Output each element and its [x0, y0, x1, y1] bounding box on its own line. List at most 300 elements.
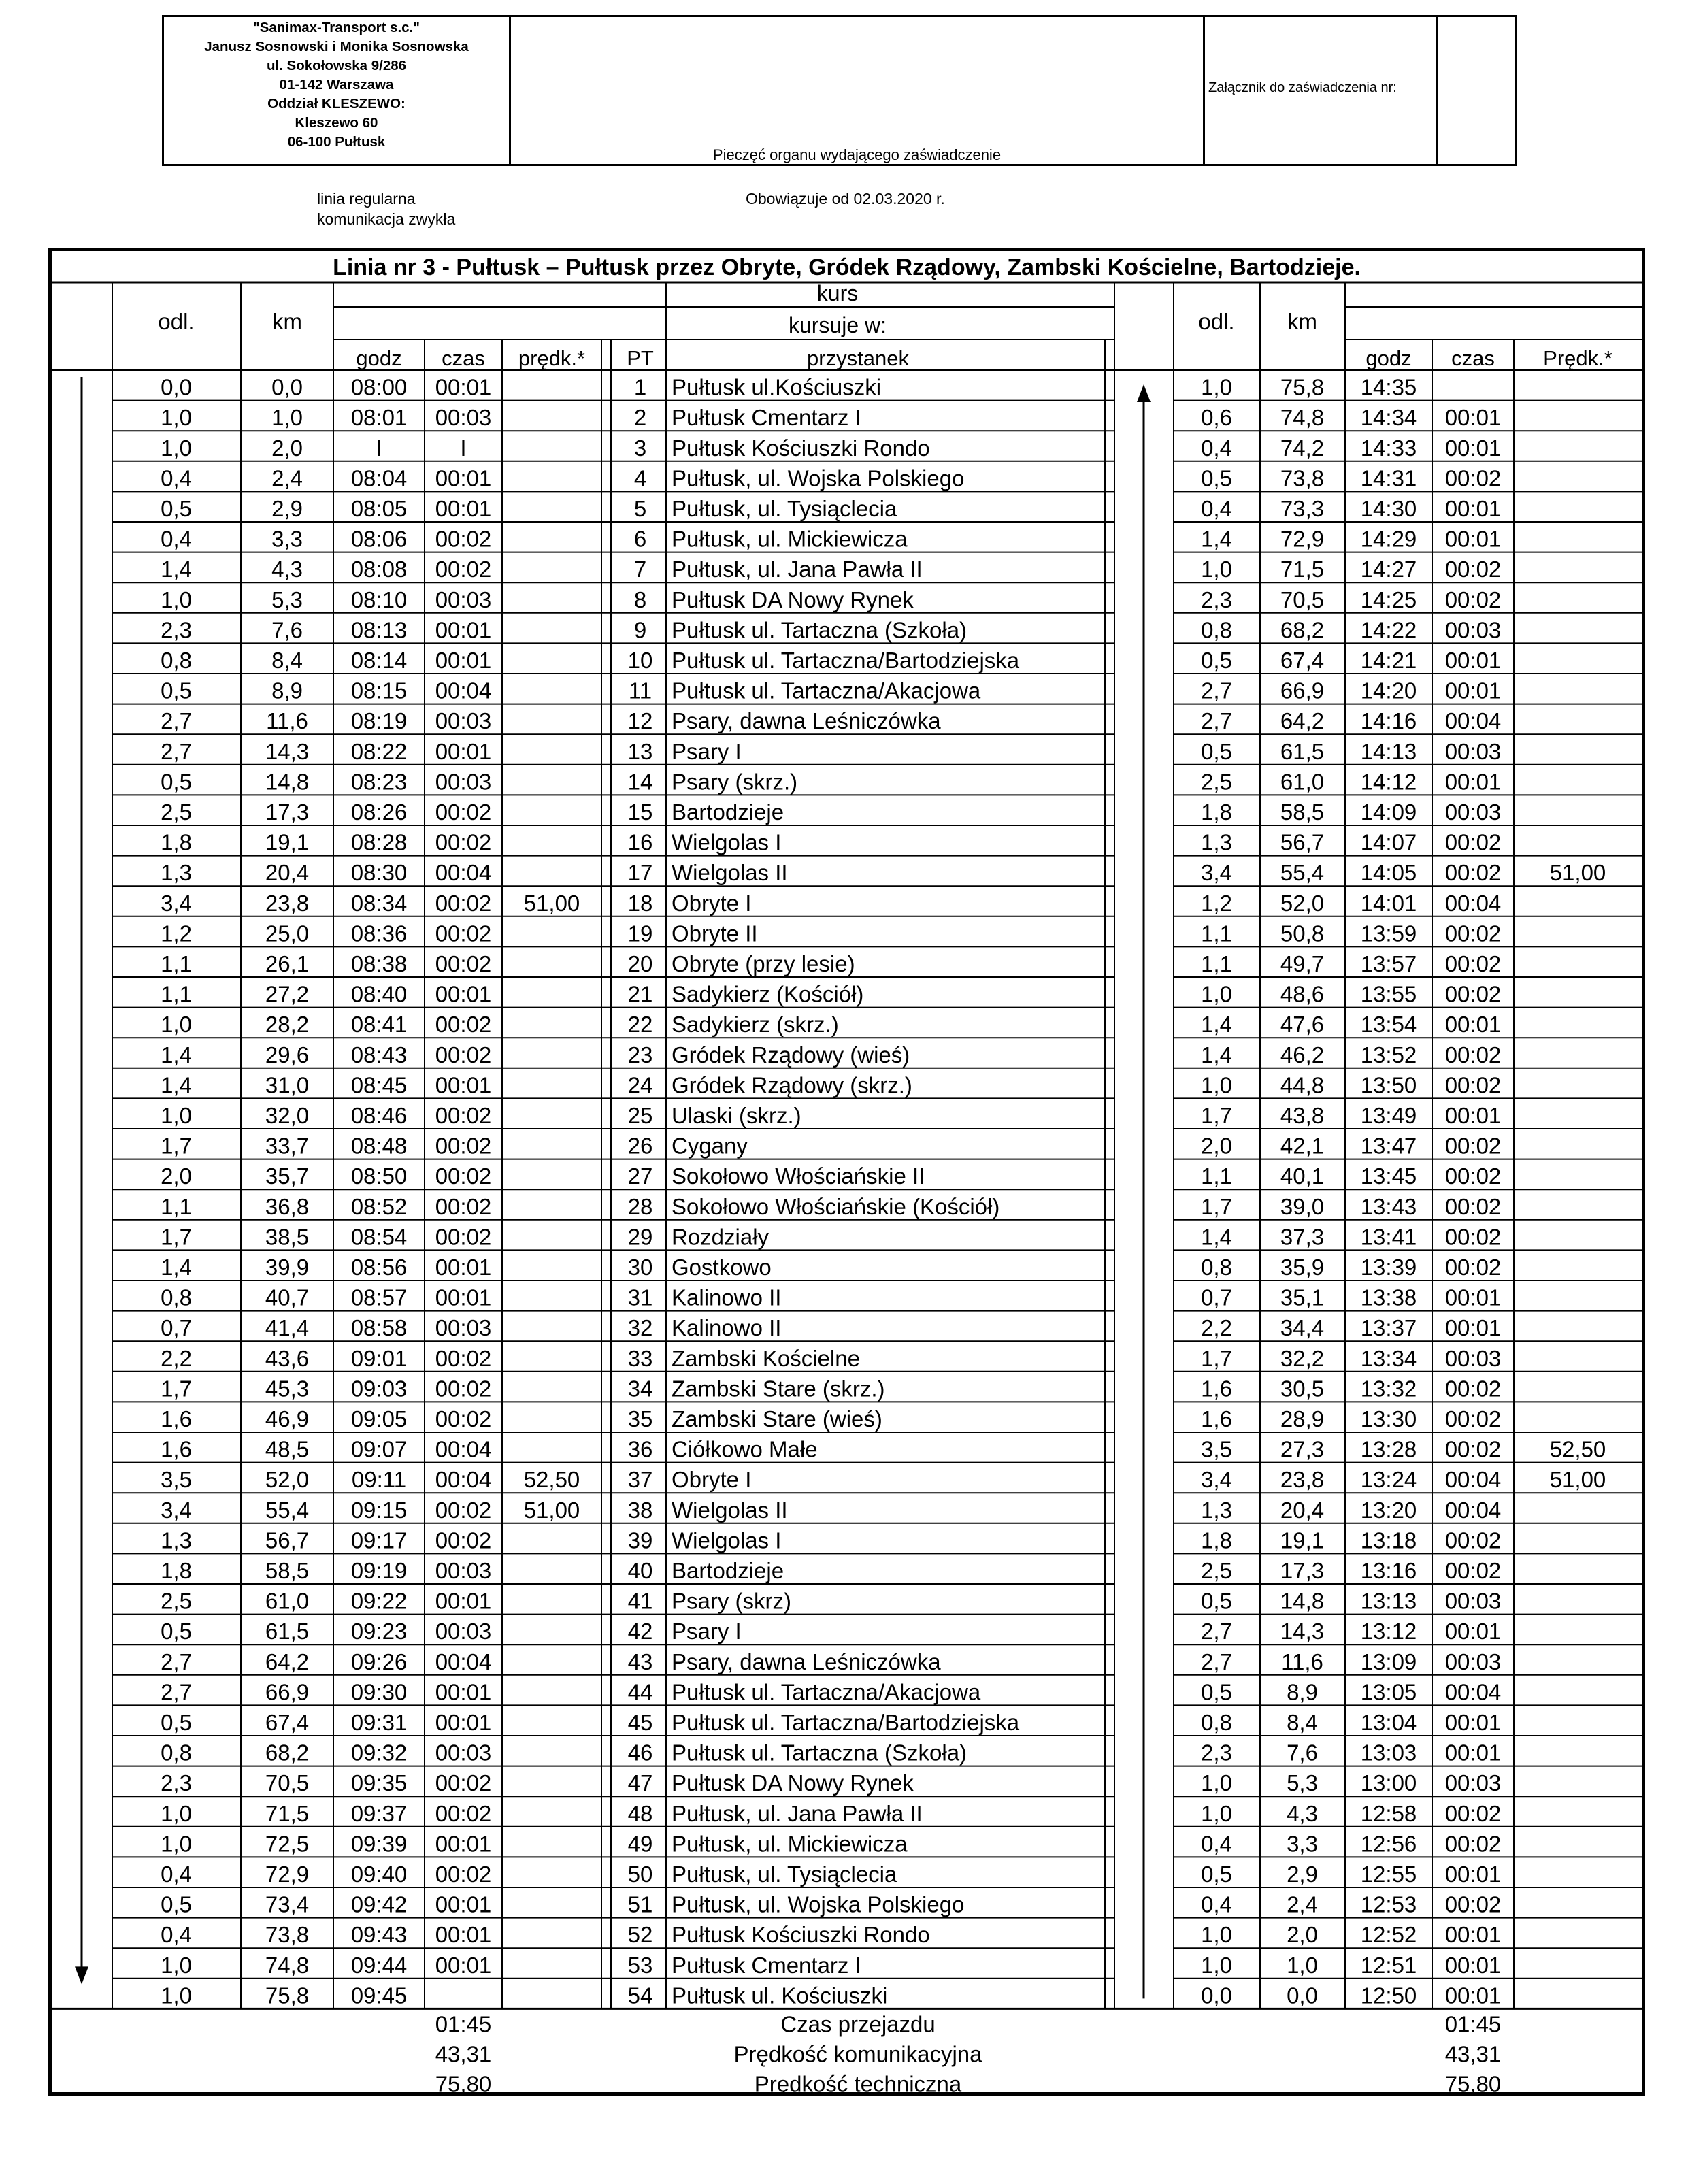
cell-value: 8,4 — [271, 648, 303, 673]
cell-value: 2,0 — [1287, 1922, 1318, 1948]
stop-name: Pułtusk, ul. Tysiąclecia — [672, 1862, 897, 1887]
company-line: ul. Sokołowska 9/286 — [266, 58, 407, 73]
table-title: Linia nr 3 - Pułtusk – Pułtusk przez Obryte, Gródek Rządowy, Zambski Kościelne, Bartodzieje. — [333, 254, 1361, 280]
cell-value: 1,0 — [1201, 374, 1232, 400]
cell-value: 1,4 — [1201, 1042, 1232, 1068]
cell-value: 47,6 — [1280, 1012, 1325, 1038]
cell-value: 00:01 — [435, 1588, 492, 1614]
cell-value: 1,7 — [1201, 1345, 1232, 1371]
cell-value: 43,8 — [1280, 1103, 1325, 1128]
cell-value: 00:01 — [435, 465, 492, 491]
cell-value: 00:02 — [435, 1163, 492, 1189]
cell-value: 28,9 — [1280, 1406, 1325, 1432]
cell-value: 2,5 — [161, 1588, 192, 1614]
cell-value: 08:00 — [350, 374, 408, 400]
cell-value: 1,4 — [161, 1255, 192, 1280]
cell-value: 10 — [627, 648, 653, 673]
cell-value: 00:01 — [435, 1072, 492, 1098]
cell-value: 12:53 — [1360, 1891, 1417, 1917]
col-przystanek: przystanek — [807, 346, 909, 370]
col-godz-right: godz — [1366, 346, 1412, 370]
cell-value: 08:19 — [350, 708, 408, 734]
cell-value: 1,8 — [161, 829, 192, 855]
cell-value: 00:04 — [1444, 708, 1502, 734]
cell-value: 3,4 — [161, 1497, 192, 1523]
cell-value: 0,5 — [1201, 1862, 1232, 1887]
cell-value: 13:05 — [1360, 1679, 1417, 1705]
cell-value: 1,6 — [161, 1406, 192, 1432]
cell-value: 13:28 — [1360, 1436, 1417, 1462]
cell-value: 08:10 — [350, 586, 408, 612]
cell-value: 00:02 — [1444, 1163, 1502, 1189]
cell-value: 00:03 — [1444, 799, 1502, 825]
cell-value: 00:02 — [1444, 860, 1502, 886]
cell-value: 13:38 — [1360, 1285, 1417, 1310]
down-arrow-head — [75, 1966, 88, 1984]
stop-name: Wielgolas I — [672, 829, 782, 855]
stop-name: Gródek Rządowy (wieś) — [672, 1042, 910, 1068]
cell-value: 1,6 — [1201, 1376, 1232, 1402]
cell-value: 19 — [627, 921, 653, 946]
cell-value: 00:02 — [1444, 465, 1502, 491]
cell-value: 14:30 — [1360, 496, 1417, 521]
stop-name: Obryte I — [672, 1467, 752, 1493]
cell-value: 00:02 — [1444, 829, 1502, 855]
cell-value: 13:59 — [1360, 921, 1417, 946]
cell-value: 1,0 — [161, 1103, 192, 1128]
cell-value: 1,0 — [1287, 1952, 1318, 1978]
cell-value: 00:04 — [435, 678, 492, 704]
cell-value: 13:49 — [1360, 1103, 1417, 1128]
stop-name: Psary, dawna Leśniczówka — [672, 1649, 941, 1674]
cell-value: 17 — [627, 860, 653, 886]
cell-value: 14:29 — [1360, 526, 1417, 552]
kurs-label: kurs — [816, 281, 859, 305]
cell-value: 35 — [627, 1406, 653, 1432]
cell-value: 18 — [627, 890, 653, 916]
cell-value: 00:01 — [435, 1922, 492, 1948]
cell-value: I — [460, 435, 467, 461]
cell-value: 0,8 — [1201, 1255, 1232, 1280]
cell-value: 2,2 — [1201, 1315, 1232, 1341]
stop-name: Sadykierz (skrz.) — [672, 1012, 839, 1038]
stop-name: Pułtusk, ul. Jana Pawła II — [672, 557, 923, 582]
cell-value: 13:32 — [1360, 1376, 1417, 1402]
cell-value: 1,1 — [1201, 921, 1232, 946]
cell-value: 08:38 — [350, 951, 408, 976]
cell-value: 1,0 — [161, 1983, 192, 2008]
header-box — [162, 15, 1517, 166]
cell-value: 00:01 — [1444, 678, 1502, 704]
cell-value: 23 — [627, 1042, 653, 1068]
cell-value: 09:11 — [351, 1467, 407, 1493]
cell-value: 51,00 — [1549, 860, 1606, 886]
attachment-label: Załącznik do zaświadczenia nr: — [1208, 80, 1397, 95]
attachment-cell — [1205, 17, 1438, 164]
cell-value: 00:01 — [1444, 526, 1502, 552]
footer-left-value: 75,80 — [435, 2071, 492, 2092]
cell-value: 08:54 — [350, 1224, 408, 1250]
stop-name: Pułtusk DA Nowy Rynek — [672, 1770, 914, 1796]
cell-value: 13:30 — [1360, 1406, 1417, 1432]
cell-value: 2,7 — [1201, 708, 1232, 734]
cell-value: 1,0 — [161, 435, 192, 461]
cell-value: 34 — [627, 1376, 653, 1402]
cell-value: 00:01 — [1444, 1952, 1502, 1978]
cell-value: 2,3 — [161, 617, 192, 643]
cell-value: 12:56 — [1360, 1831, 1417, 1857]
cell-value: 19,1 — [1280, 1527, 1325, 1553]
cell-value: 00:01 — [435, 1679, 492, 1705]
cell-value: 2,7 — [1201, 1649, 1232, 1674]
footer-right-value: 43,31 — [1444, 2041, 1502, 2067]
col-czas-left: czas — [442, 346, 485, 370]
cell-value: 1,4 — [1201, 526, 1232, 552]
cell-value: 1,8 — [1201, 1527, 1232, 1553]
cell-value: 42 — [627, 1619, 653, 1644]
cell-value: 00:01 — [435, 496, 492, 521]
cell-value: 1,3 — [161, 860, 192, 886]
cell-value: 00:02 — [1444, 921, 1502, 946]
stop-name: Zambski Kościelne — [672, 1345, 860, 1371]
cell-value: 14:16 — [1360, 708, 1417, 734]
cell-value: 3,4 — [1201, 860, 1232, 886]
cell-value: 0,5 — [1201, 648, 1232, 673]
col-predk-right: Prędk.* — [1543, 346, 1612, 370]
cell-value: 45 — [627, 1710, 653, 1735]
cell-value: 1,0 — [271, 405, 303, 431]
cell-value: 0,0 — [1201, 1983, 1232, 2008]
cell-value: 74,8 — [1280, 405, 1325, 431]
cell-value: 00:02 — [435, 1042, 492, 1068]
cell-value: 1,7 — [1201, 1193, 1232, 1219]
cell-value: 40,7 — [265, 1285, 310, 1310]
cell-value: 1,0 — [161, 1012, 192, 1038]
cell-value: 00:04 — [1444, 1679, 1502, 1705]
cell-value: 22 — [627, 1012, 653, 1038]
cell-value: 52,0 — [1280, 890, 1325, 916]
cell-value: 09:05 — [350, 1406, 408, 1432]
cell-value: 00:01 — [435, 1831, 492, 1857]
cell-value: 14:34 — [1360, 405, 1417, 431]
cell-value: 14:09 — [1360, 799, 1417, 825]
cell-value: 13:13 — [1360, 1588, 1417, 1614]
stop-name: Pułtusk, ul. Tysiąclecia — [672, 496, 897, 521]
cell-value: 00:04 — [1444, 1497, 1502, 1523]
stop-name: Bartodzieje — [672, 799, 784, 825]
cell-value: 14:12 — [1360, 769, 1417, 795]
cell-value: 0,5 — [161, 769, 192, 795]
stop-name: Ciółkowo Małe — [672, 1436, 818, 1462]
cell-value: 08:15 — [350, 678, 408, 704]
cell-value: 00:01 — [1444, 1103, 1502, 1128]
cell-value: 71,5 — [1280, 557, 1325, 582]
cell-value: 1,7 — [161, 1376, 192, 1402]
cell-value: 14 — [627, 769, 653, 795]
cell-value: 61,5 — [1280, 738, 1325, 764]
cell-value: 33,7 — [265, 1133, 310, 1159]
cell-value: 51,00 — [1549, 1467, 1606, 1493]
cell-value: 0,5 — [161, 1710, 192, 1735]
cell-value: 00:02 — [1444, 1831, 1502, 1857]
cell-value: 27,2 — [265, 981, 310, 1007]
cell-value: 8,9 — [1287, 1679, 1318, 1705]
cell-value: 14:07 — [1360, 829, 1417, 855]
attachment-number-field — [1438, 17, 1515, 164]
cell-value: 5,3 — [271, 586, 303, 612]
cell-value: 2,7 — [1201, 1619, 1232, 1644]
cell-value: 20,4 — [1280, 1497, 1325, 1523]
stop-name: Pułtusk ul. Tartaczna/Bartodziejska — [672, 648, 1020, 673]
cell-value: 14:25 — [1360, 586, 1417, 612]
footer-label: Czas przejazdu — [780, 2011, 936, 2037]
cell-value: 00:02 — [435, 1800, 492, 1826]
cell-value: 48,6 — [1280, 981, 1325, 1007]
cell-value: 09:03 — [350, 1376, 408, 1402]
cell-value: 2,5 — [1201, 769, 1232, 795]
stop-name: Psary I — [672, 1619, 742, 1644]
cell-value: 45,3 — [265, 1376, 310, 1402]
cell-value: 13:16 — [1360, 1558, 1417, 1583]
cell-value: 0,0 — [271, 374, 303, 400]
cell-value: 4 — [633, 465, 647, 491]
cell-value: 13:09 — [1360, 1649, 1417, 1674]
col-odl-right: odl. — [1198, 309, 1235, 334]
timetable — [48, 248, 1645, 2096]
cell-value: 15 — [627, 799, 653, 825]
cell-value: 23,8 — [1280, 1467, 1325, 1493]
cell-value: 17,3 — [1280, 1558, 1325, 1583]
cell-value: 1,4 — [1201, 1012, 1232, 1038]
cell-value: 00:01 — [1444, 1710, 1502, 1735]
cell-value: 3,5 — [161, 1467, 192, 1493]
cell-value: 1,1 — [1201, 951, 1232, 976]
cell-value: 32 — [627, 1315, 653, 1341]
cell-value: 09:23 — [350, 1619, 408, 1644]
cell-value: 13 — [627, 738, 653, 764]
cell-value: 56,7 — [265, 1527, 310, 1553]
cell-value: 2,3 — [161, 1770, 192, 1796]
cell-value: 3 — [633, 435, 647, 461]
cell-value: 08:26 — [350, 799, 408, 825]
cell-value: 00:02 — [435, 1406, 492, 1432]
stop-name: Kalinowo II — [672, 1285, 782, 1310]
cell-value: 0,5 — [161, 496, 192, 521]
cell-value: 0,5 — [161, 678, 192, 704]
cell-value: 2,0 — [161, 1163, 192, 1189]
cell-value: 09:39 — [350, 1831, 408, 1857]
cell-value: 70,5 — [265, 1770, 310, 1796]
stop-name: Zambski Stare (skrz.) — [672, 1376, 885, 1402]
cell-value: 12:51 — [1360, 1952, 1417, 1978]
cell-value: 50 — [627, 1862, 653, 1887]
cell-value: 66,9 — [1280, 678, 1325, 704]
cell-value: 74,2 — [1280, 435, 1325, 461]
cell-value: 09:42 — [350, 1891, 408, 1917]
line-type — [317, 188, 455, 229]
cell-value: 00:01 — [435, 1285, 492, 1310]
cell-value: 00:01 — [1444, 1315, 1502, 1341]
cell-value: 09:15 — [350, 1497, 408, 1523]
cell-value: 00:04 — [435, 1467, 492, 1493]
stop-name: Psary, dawna Leśniczówka — [672, 708, 941, 734]
cell-value: 1,6 — [1201, 1406, 1232, 1432]
cell-value: 00:03 — [1444, 1345, 1502, 1371]
cell-value: 12:50 — [1360, 1983, 1417, 2008]
cell-value: 14:05 — [1360, 860, 1417, 886]
company-line: Oddział KLESZEWO: — [267, 96, 406, 112]
cell-value: 00:03 — [1444, 1770, 1502, 1796]
cell-value: 38 — [627, 1497, 653, 1523]
cell-value: 0,4 — [1201, 435, 1232, 461]
stop-name: Wielgolas II — [672, 1497, 788, 1523]
cell-value: 70,5 — [1280, 586, 1325, 612]
cell-value: 28,2 — [265, 1012, 310, 1038]
cell-value: 67,4 — [265, 1710, 310, 1735]
cell-value: 09:35 — [350, 1770, 408, 1796]
cell-value: 0,8 — [161, 1740, 192, 1766]
cell-value: 0,5 — [1201, 1588, 1232, 1614]
cell-value: 13:24 — [1360, 1467, 1417, 1493]
cell-value: 00:02 — [1444, 1133, 1502, 1159]
cell-value: 14:20 — [1360, 678, 1417, 704]
stop-name: Ulaski (skrz.) — [672, 1103, 801, 1128]
cell-value: 00:02 — [435, 1012, 492, 1038]
cell-value: 0,4 — [161, 1922, 192, 1948]
cell-value: 0,5 — [161, 1619, 192, 1644]
cell-value: 00:01 — [1444, 769, 1502, 795]
footer-right-value: 75,80 — [1444, 2071, 1502, 2092]
company-line: Kleszewo 60 — [295, 115, 378, 131]
cell-value: 00:03 — [1444, 1649, 1502, 1674]
cell-value: 73,3 — [1280, 496, 1325, 521]
cell-value: 00:02 — [1444, 951, 1502, 976]
cell-value: 23,8 — [265, 890, 310, 916]
cell-value: 1,3 — [1201, 1497, 1232, 1523]
cell-value: 09:40 — [350, 1862, 408, 1887]
cell-value: 00:02 — [435, 829, 492, 855]
cell-value: 33 — [627, 1345, 653, 1371]
cell-value: 73,8 — [265, 1922, 310, 1948]
cell-value: 14:27 — [1360, 557, 1417, 582]
cell-value: 64,2 — [265, 1649, 310, 1674]
cell-value: 46,9 — [265, 1406, 310, 1432]
cell-value: 1,3 — [1201, 829, 1232, 855]
cell-value: 00:02 — [435, 1862, 492, 1887]
cell-value: 13:03 — [1360, 1740, 1417, 1766]
cell-value: 12:55 — [1360, 1862, 1417, 1887]
cell-value: 41,4 — [265, 1315, 310, 1341]
cell-value: 30 — [627, 1255, 653, 1280]
cell-value: 1,0 — [161, 586, 192, 612]
cell-value: 2,7 — [161, 738, 192, 764]
cell-value: 2 — [633, 405, 647, 431]
cell-value: 00:02 — [435, 799, 492, 825]
cell-value: 00:01 — [435, 738, 492, 764]
cell-value: 09:43 — [350, 1922, 408, 1948]
cell-value: 00:02 — [1444, 1072, 1502, 1098]
cell-value: 37 — [627, 1467, 653, 1493]
stop-name: Gródek Rządowy (skrz.) — [672, 1072, 912, 1098]
cell-value: 00:01 — [1444, 1922, 1502, 1948]
cell-value: 48,5 — [265, 1436, 310, 1462]
cell-value: 08:56 — [350, 1255, 408, 1280]
cell-value: 00:03 — [435, 708, 492, 734]
cell-value: 1,0 — [1201, 557, 1232, 582]
col-czas-right: czas — [1451, 346, 1495, 370]
stop-name: Pułtusk Cmentarz I — [672, 1952, 861, 1978]
cell-value: 16 — [627, 829, 653, 855]
cell-value: 00:02 — [435, 1345, 492, 1371]
stop-name: Rozdziały — [672, 1224, 769, 1250]
cell-value: 3,3 — [271, 526, 303, 552]
cell-value: 00:03 — [435, 586, 492, 612]
cell-value: 00:01 — [435, 648, 492, 673]
cell-value: 35,1 — [1280, 1285, 1325, 1310]
cell-value: 13:04 — [1360, 1710, 1417, 1735]
cell-value: 09:19 — [350, 1558, 408, 1583]
cell-value: 5,3 — [1287, 1770, 1318, 1796]
cell-value: 08:40 — [350, 981, 408, 1007]
cell-value: 54 — [627, 1983, 653, 2008]
company-line: 06-100 Pułtusk — [287, 134, 386, 150]
stop-name: Wielgolas II — [672, 860, 788, 886]
cell-value: 13:54 — [1360, 1012, 1417, 1038]
cell-value: 68,2 — [265, 1740, 310, 1766]
cell-value: 09:45 — [350, 1983, 408, 2008]
cell-value: 08:48 — [350, 1133, 408, 1159]
cell-value: 61,0 — [265, 1588, 310, 1614]
stop-name: Kalinowo II — [672, 1315, 782, 1341]
cell-value: 1,7 — [161, 1224, 192, 1250]
stop-name: Obryte I — [672, 890, 752, 916]
stop-name: Sokołowo Włościańskie (Kościół) — [672, 1193, 1000, 1219]
cell-value: 00:03 — [1444, 617, 1502, 643]
stop-name: Obryte (przy lesie) — [672, 951, 855, 976]
cell-value: 46,2 — [1280, 1042, 1325, 1068]
cell-value: 00:02 — [1444, 1255, 1502, 1280]
cell-value: 00:03 — [435, 1619, 492, 1644]
cell-value: 44,8 — [1280, 1072, 1325, 1098]
cell-value: 0,4 — [161, 465, 192, 491]
cell-value: 0,6 — [1201, 405, 1232, 431]
stamp-label: Pieczęć organu wydającego zaświadczenie — [712, 146, 1002, 163]
cell-value: 2,4 — [271, 465, 303, 491]
cell-value: 20,4 — [265, 860, 310, 886]
cell-value: 49,7 — [1280, 951, 1325, 976]
cell-value: 00:02 — [1444, 1800, 1502, 1826]
cell-value: 00:01 — [435, 617, 492, 643]
cell-value: 9 — [633, 617, 647, 643]
cell-value: 52 — [627, 1922, 653, 1948]
cell-value: 13:55 — [1360, 981, 1417, 1007]
cell-value: 74,8 — [265, 1952, 310, 1978]
cell-value: 13:12 — [1360, 1619, 1417, 1644]
cell-value: 00:01 — [1444, 1740, 1502, 1766]
cell-value: 25 — [627, 1103, 653, 1128]
cell-value: 1,0 — [1201, 1952, 1232, 1978]
cell-value: 4,3 — [1287, 1800, 1318, 1826]
cell-value: 73,8 — [1280, 465, 1325, 491]
cell-value: 61,0 — [1280, 769, 1325, 795]
cell-value: 08:45 — [350, 1072, 408, 1098]
cell-value: 1,1 — [1201, 1163, 1232, 1189]
stop-name: Pułtusk Kościuszki Rondo — [672, 1922, 930, 1948]
cell-value: 1,7 — [161, 1133, 192, 1159]
cell-value: 09:01 — [350, 1345, 408, 1371]
cell-value: 71,5 — [265, 1800, 310, 1826]
cell-value: 00:03 — [435, 1558, 492, 1583]
